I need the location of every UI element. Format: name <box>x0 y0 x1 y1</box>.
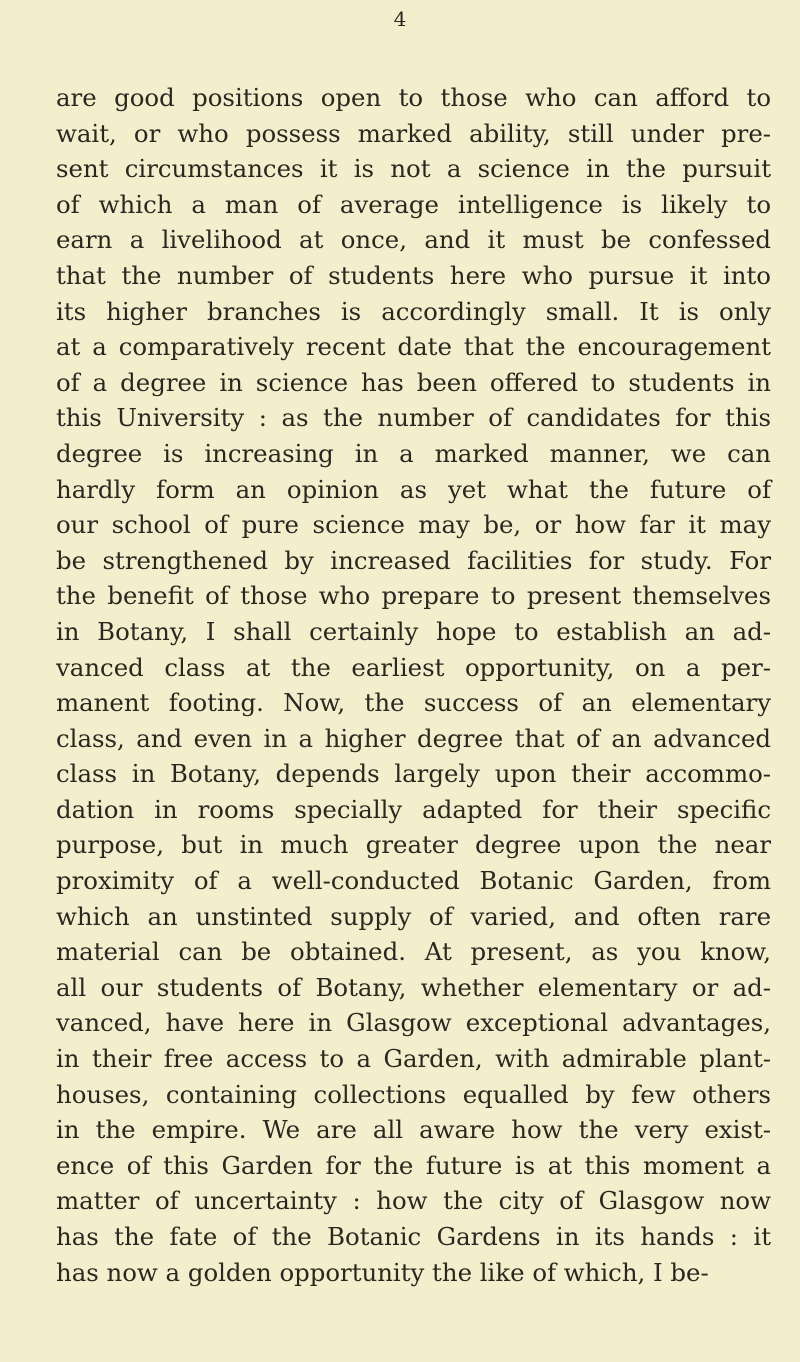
text-line: in Botany, I shall certainly hope to establish an ad- <box>56 616 771 646</box>
text-line: its higher branches is accordingly small. It is only <box>56 296 771 326</box>
text-line: class, and even in a higher degree that of an advanced <box>56 723 771 753</box>
page-number: 4 <box>393 7 407 31</box>
text-line: in their free access to a Garden, with admirable plant- <box>56 1044 771 1074</box>
text-line: material can be obtained. At present, as you know, <box>56 937 771 967</box>
text-line: be strengthened by increased facilities for study. For <box>56 545 771 575</box>
text-line: ence of this Garden for the future is at this moment a <box>56 1150 771 1180</box>
text-line: that the number of students here who pursue it into <box>56 260 771 290</box>
text-line: at a comparatively recent date that the encouragement <box>56 332 771 362</box>
text-line: are good positions open to those who can afford to <box>56 83 771 112</box>
text-line: manent footing. Now, the success of an elementary <box>56 688 771 718</box>
text-line: has now a golden opportunity the like of which, I be- <box>56 1257 709 1287</box>
text-line: sent circumstances it is not a science in the pursuit <box>56 154 771 184</box>
text-line: all our students of Botany, whether elementary or ad- <box>56 972 771 1002</box>
text-line: degree is increasing in a marked manner, we can <box>56 438 771 468</box>
text-line: wait, or who possess marked ability, still under pre- <box>56 118 771 148</box>
text-line: our school of pure science may be, or how far it may <box>56 510 771 540</box>
text-line: proximity of a well-conducted Botanic Garden, from <box>56 866 771 896</box>
text-line: matter of uncertainty : how the city of Glasgow now <box>56 1186 771 1216</box>
text-line: vanced class at the earliest opportunity, on a per- <box>56 652 771 682</box>
text-line: dation in rooms specially adapted for their specific <box>56 794 771 824</box>
text-line: the benefit of those who prepare to present themselves <box>56 581 771 611</box>
text-line: in the empire. We are all aware how the very exist- <box>56 1115 771 1145</box>
text-line: of which a man of average intelligence is likely to <box>56 189 771 219</box>
text-line: purpose, but in much greater degree upon the near <box>56 830 771 860</box>
text-line: this University : as the number of candidates for this <box>56 403 771 433</box>
text-line: which an unstinted supply of varied, and often rare <box>56 901 771 931</box>
text-line: vanced, have here in Glasgow exceptional advantages, <box>56 1008 771 1038</box>
text-line: has the fate of the Botanic Gardens in its hands : it <box>56 1222 771 1251</box>
text-line: class in Botany, depends largely upon their accommo- <box>56 759 771 789</box>
text-line: earn a livelihood at once, and it must be confessed <box>56 225 771 255</box>
text-line: houses, containing collections equalled by few others <box>56 1079 771 1109</box>
body-text <box>56 80 771 1290</box>
text-line: of a degree in science has been offered to students in <box>56 367 771 397</box>
text-line: hardly form an opinion as yet what the future of <box>56 474 771 504</box>
